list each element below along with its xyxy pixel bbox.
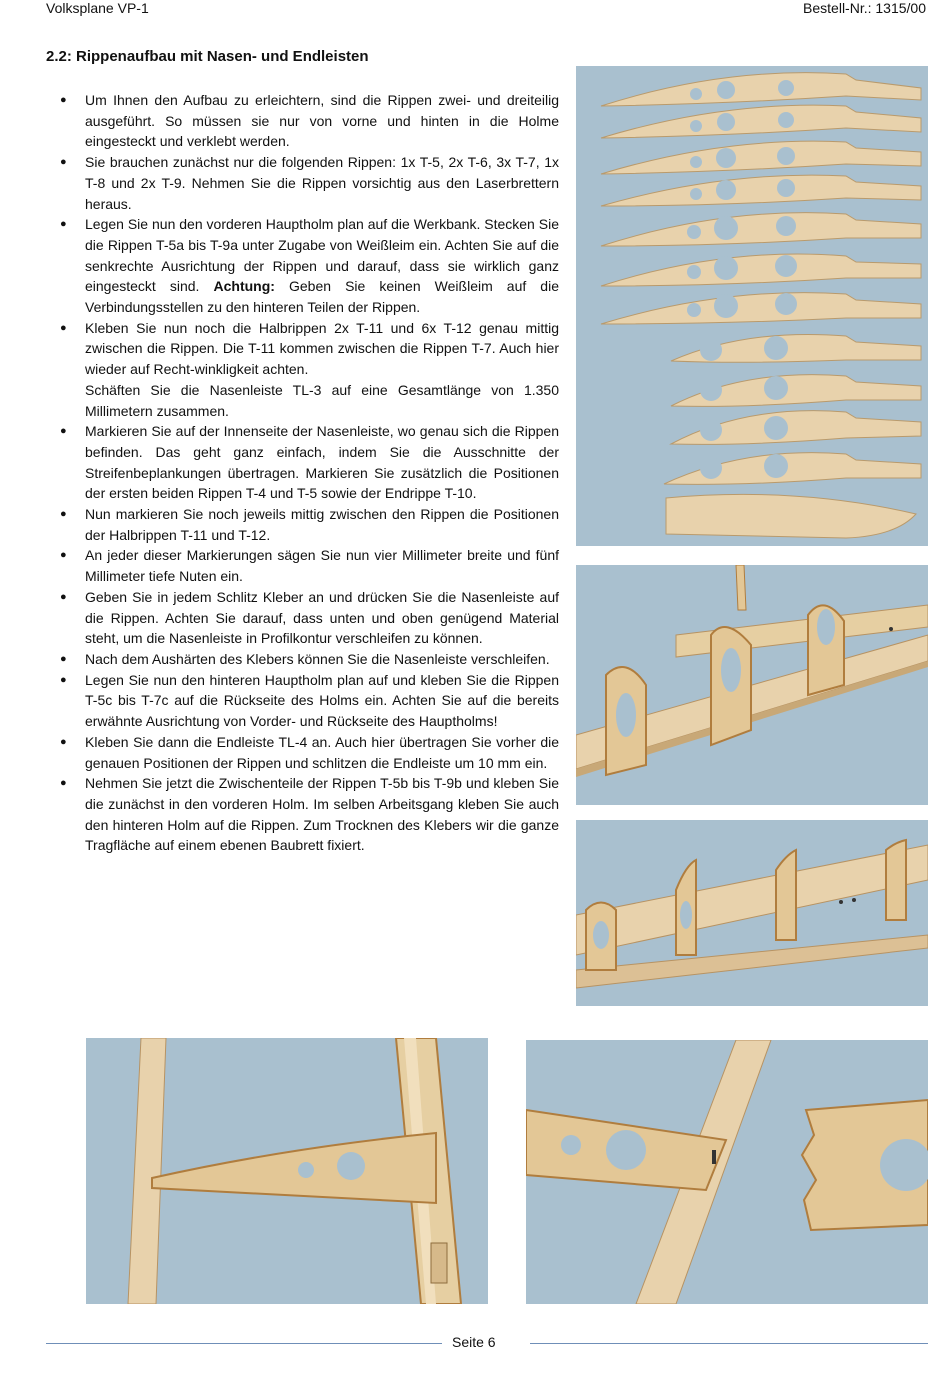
- list-item: ● Nun markieren Sie noch jeweils mittig zwischen den Rippen die Positionen der Halbrippen T-11 und T-12.: [60, 506, 559, 543]
- photo-ribs-laid-out: [576, 66, 928, 546]
- list-item: ● Markieren Sie auf der Innenseite der Nasenleiste, wo genau sich die Rippen befinden. Das geht ganz einfach, indem Sie die Ausschnitte der Streifenbeplankungen übertragen. Markieren Sie zusätzlich die Positionen der ersten beiden Rippen T-4 und T-5 sowie der Endrippe T-10.: [60, 423, 559, 502]
- instruction-list: [60, 90, 559, 856]
- photo-half-rib: [86, 1038, 488, 1304]
- list-item: ● Um Ihnen den Aufbau zu erleichtern, sind die Rippen zwei- und dreiteilig ausgeführt. So müssen sie nur von vorne und hinten in die Holme eingesteckt und verklebt werden.: [60, 92, 559, 150]
- section-heading: 2.2: Rippenaufbau mit Nasen- und Endleisten: [46, 48, 369, 65]
- list-item: ● An jeder dieser Markierungen sägen Sie nun vier Millimeter breite und fünf Millimeter tiefe Nuten ein.: [60, 547, 559, 585]
- list-item: ● Legen Sie nun den vorderen Hauptholm plan auf die Werkbank. Stecken Sie die Rippen T-5a bis T-9a unter Zugabe von Weißleim ein. Achten Sie auf die senkrechte Ausrichtung der Rippen und darauf, dass sie wirklich ganz eingesteckt sind. Achtung: Geben Sie keinen Weißleim auf die Verbindungsstellen zu den hinteren Teilen der Rippen.: [60, 216, 559, 316]
- page-number: Seite 6: [452, 1334, 496, 1350]
- photo-rib-joint: [526, 1040, 928, 1304]
- list-item: ● Legen Sie nun den hinteren Hauptholm plan auf und kleben Sie die Rippen T-5c bis T-7c auf die Rückseite des Holms ein. Achten Sie auf die bereits erwähnte Ausrichtung von Vorder- und Rückseite des Hauptholms!: [60, 671, 559, 730]
- bullet-icon: ●: [60, 590, 67, 603]
- list-item: ● Kleben Sie nun noch die Halbrippen 2x T-11 und 6x T-12 genau mittig zwischen die Rippen. Die T-11 kommen zwischen die Rippen T-7. Auch hier wieder auf Recht-winkligkeit achten. Schäften Sie die Nasenleiste TL-3 auf eine Gesamtlänge von 1.350 Millimetern zusammen.: [60, 318, 559, 422]
- bullet-icon: ●: [60, 218, 67, 231]
- list-item: ● Nach dem Aushärten des Klebers können Sie die Nasenleiste verschleifen.: [60, 649, 559, 670]
- list-item: ● Sie brauchen zunächst nur die folgenden Rippen: 1x T-5, 2x T-6, 3x T-7, 1x T-8 und 2x T-9. Nehmen Sie die Rippen vorsichtig aus den Laserbrettern heraus.: [60, 154, 559, 212]
- bullet-icon: ●: [60, 673, 67, 686]
- document-title: Volksplane VP-1: [46, 0, 149, 16]
- list-item-continuation: Schäften Sie die Nasenleiste TL-3 auf eine Gesamtlänge von 1.350 Millimetern zusammen.: [85, 381, 559, 419]
- bullet-icon: ●: [60, 156, 67, 169]
- bullet-icon: ●: [60, 321, 67, 334]
- photo-ribs-on-front-spar: [576, 565, 928, 805]
- bullet-icon: ●: [60, 777, 67, 790]
- footer-rule-right: [530, 1343, 928, 1344]
- bullet-icon: ●: [60, 94, 67, 106]
- bullet-icon: ●: [60, 508, 67, 521]
- footer-rule-left: [46, 1343, 442, 1344]
- bullet-icon: ●: [60, 425, 67, 438]
- photo-spar-assembly: [576, 820, 928, 1006]
- list-item: ● Kleben Sie dann die Endleiste TL-4 an. Auch hier übertragen Sie vorher die genauen Positionen der Rippen und schlitzen die Endleiste um 10 mm ein.: [60, 733, 559, 771]
- warning-label: Achtung:: [213, 278, 275, 295]
- bullet-icon: ●: [60, 652, 67, 665]
- list-item: ● Nehmen Sie jetzt die Zwischenteile der Rippen T-5b bis T-9b und kleben Sie die zunächst in den vorderen Holm. Im selben Arbeitsgang kleben Sie auch den hinteren Holm auf die Rippen. Zum Trocknen des Klebers wir die ganze Tragfläche auf einem ebenen Baubrett fixiert.: [60, 775, 559, 854]
- list-item: ● Geben Sie in jedem Schlitz Kleber an und drücken Sie die Nasenleiste auf die Rippen. Achten Sie darauf, dass unten und oben genügend Material steht, um die Nasenleiste in Profilkontur verschleifen zu können.: [60, 588, 559, 647]
- bullet-icon: ●: [60, 549, 67, 562]
- bullet-icon: ●: [60, 735, 67, 748]
- order-number: Bestell-Nr.: 1315/00: [803, 0, 926, 16]
